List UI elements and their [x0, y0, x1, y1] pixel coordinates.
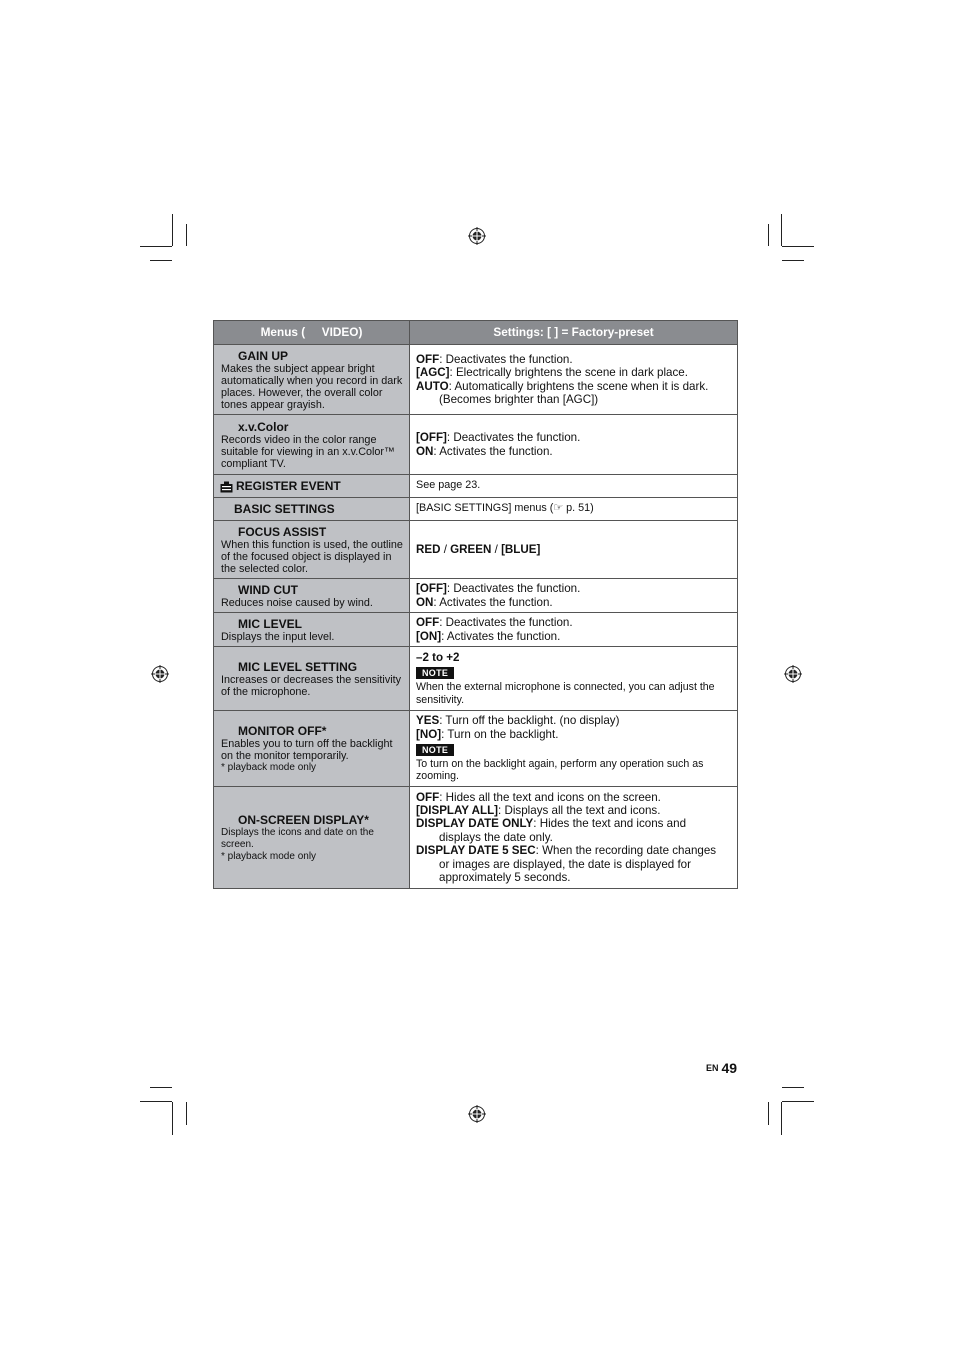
table-row: [214, 711, 738, 787]
menu-item-name: ON-SCREEN DISPLAY*: [238, 812, 369, 827]
option-key: [NO]: [416, 727, 442, 741]
setting-option: [416, 380, 731, 407]
menu-item-name: x.v.Color: [238, 419, 289, 434]
option-text: : Turn on the backlight.: [441, 727, 559, 741]
menu-item-desc: Makes the subject appear bright automatically when you record in dark places. However, the overall color tones appear grayish.: [221, 362, 403, 411]
crop-mark: [172, 214, 173, 246]
option-key: DISPLAY DATE 5 SEC: [416, 844, 536, 858]
table-row: [214, 787, 738, 889]
table-row: [214, 345, 738, 415]
menu-item-name: REGISTER EVENT: [236, 478, 341, 493]
menu-item-name: MONITOR OFF*: [238, 723, 327, 738]
menu-item-desc: When this function is used, the outline of the focused object is displayed in the selected color.: [221, 538, 403, 575]
option-key: RED: [416, 542, 441, 556]
option-key: [BLUE]: [501, 542, 541, 556]
menu-item-name: WIND CUT: [238, 582, 298, 597]
crop-mark: [150, 1087, 172, 1088]
setting-option: [416, 817, 731, 844]
note-badge: NOTE: [416, 744, 454, 756]
crop-mark: [781, 1102, 782, 1135]
menu-item-name: MIC LEVEL: [238, 616, 303, 631]
table-row: [214, 613, 738, 647]
setting-option: [416, 728, 731, 741]
option-text-cont: (Becomes brighter than [AGC]): [439, 392, 599, 406]
setting-option: [416, 714, 731, 727]
registration-mark-icon: [151, 665, 169, 683]
option-key: [AGC]: [416, 366, 450, 380]
option-key: [ON]: [416, 629, 442, 643]
menu-cell: [214, 475, 410, 498]
crop-mark: [782, 1087, 804, 1088]
table-row: [214, 475, 738, 498]
option-text-cont: displays the date only.: [439, 830, 553, 844]
option-key: ON: [416, 444, 434, 458]
option-key: ON: [416, 595, 434, 609]
table-row: [214, 647, 738, 711]
menu-cell: [214, 613, 410, 647]
option-text: : When the recording date changes: [535, 844, 717, 858]
menu-item-desc: Increases or decreases the sensitivity of the microphone.: [221, 673, 402, 698]
setting-option: [416, 844, 731, 884]
crop-mark: [140, 246, 172, 247]
setting-cell: See page 23.: [410, 475, 738, 498]
option-text: : Deactivates the function.: [446, 582, 581, 596]
setting-option: [416, 353, 731, 366]
page-number: [706, 1059, 737, 1077]
setting-option: [416, 582, 731, 595]
option-text: : Hides all the text and icons on the screen.: [439, 790, 661, 804]
option-text: : Deactivates the function.: [439, 616, 573, 630]
option-text: : Activates the function.: [441, 629, 561, 643]
option-text: : Activates the function.: [433, 444, 553, 458]
menu-item-name: FOCUS ASSIST: [238, 524, 327, 539]
option-separator: /: [440, 542, 451, 556]
menus-column-header: [214, 321, 410, 345]
crop-mark: [782, 1101, 814, 1102]
crop-mark: [782, 246, 814, 247]
crop-mark: [186, 224, 187, 246]
setting-cell: [410, 579, 738, 613]
setting-cell: [BASIC SETTINGS] menus (☞ p. 51): [410, 498, 738, 521]
option-text: : Activates the function.: [433, 595, 553, 609]
crop-mark: [782, 260, 804, 261]
option-separator: /: [491, 542, 502, 556]
setting-cell: [410, 647, 738, 711]
crop-mark: [186, 1102, 187, 1125]
menu-cell: [214, 498, 410, 521]
setting-option: [416, 616, 731, 629]
menu-cell: [214, 787, 410, 889]
option-key: YES: [416, 714, 440, 728]
registration-mark-icon: [468, 1105, 486, 1123]
menu-item-footnote: * playback mode only: [221, 850, 317, 862]
option-key: GREEN: [450, 542, 492, 556]
settings-column-header: Settings: [ ] = Factory-preset: [410, 321, 738, 345]
setting-option: [416, 804, 731, 817]
setting-cell: [410, 787, 738, 889]
option-text: : Hides the text and icons and: [533, 817, 687, 831]
menus-header-suffix: VIDEO): [321, 324, 363, 339]
option-key: [OFF]: [416, 431, 447, 445]
table-header-row: [214, 321, 738, 345]
option-text: : Electrically brightens the scene in dark place.: [449, 366, 688, 380]
setting-option: [416, 431, 731, 444]
menu-item-name: GAIN UP: [238, 348, 289, 363]
setting-cell: [410, 345, 738, 415]
option-text: : Displays all the text and icons.: [498, 803, 661, 817]
menu-item-desc: Displays the input level.: [221, 630, 335, 643]
option-key: OFF: [416, 616, 440, 630]
option-key: AUTO: [416, 379, 449, 393]
note-text: To turn on the backlight again, perform any operation such as zooming.: [416, 757, 704, 783]
page-number-value: 49: [721, 1059, 738, 1076]
menu-item-desc: Records video in the color range suitable for viewing in an x.v.Color™ compliant TV.: [221, 433, 395, 470]
registration-mark-icon: [784, 665, 802, 683]
option-key: DISPLAY DATE ONLY: [416, 817, 534, 831]
table-row: [214, 579, 738, 613]
menu-cell: [214, 647, 410, 711]
menu-cell: [214, 345, 410, 415]
menu-cell: [214, 579, 410, 613]
menus-header-label: Menus (: [260, 324, 306, 339]
option-text: : Deactivates the function.: [446, 431, 581, 445]
crop-mark: [781, 214, 782, 246]
option-key: OFF: [416, 790, 440, 804]
menu-item-name: BASIC SETTINGS: [234, 502, 335, 516]
crop-mark: [140, 1101, 172, 1102]
menu-item-desc: Enables you to turn off the backlight on the monitor temporarily.: [221, 737, 393, 762]
table-row: [214, 415, 738, 475]
option-key: [OFF]: [416, 582, 447, 596]
event-icon: [220, 481, 233, 493]
setting-cell: [410, 711, 738, 787]
crop-mark: [172, 1102, 173, 1135]
menu-cell: [214, 711, 410, 787]
menu-item-desc: Reduces noise caused by wind.: [221, 596, 373, 609]
table-row: [214, 521, 738, 579]
menu-cell: [214, 415, 410, 475]
setting-range: –2 to +2: [416, 650, 460, 664]
note-badge: NOTE: [416, 667, 454, 679]
setting-cell: [410, 521, 738, 579]
menu-settings-table: [213, 320, 738, 889]
menu-item-desc: Displays the icons and date on the screen.: [221, 826, 374, 850]
setting-option: [416, 596, 731, 609]
option-text: : Turn off the backlight. (no display): [439, 714, 620, 728]
option-text-cont: or images are displayed, the date is displayed for approximately 5 seconds.: [439, 857, 691, 885]
menu-cell: [214, 521, 410, 579]
note-text: When the external microphone is connected, you can adjust the sensitivity.: [416, 681, 715, 706]
setting-option: [416, 445, 731, 458]
language-label: EN: [706, 1062, 719, 1073]
setting-option: [416, 366, 731, 379]
crop-mark: [150, 260, 172, 261]
crop-mark: [768, 1102, 769, 1125]
menu-item-name: MIC LEVEL SETTING: [238, 659, 358, 674]
crop-mark: [768, 224, 769, 246]
option-text: : Automatically brightens the scene when it is dark.: [448, 379, 709, 393]
setting-cell: [410, 613, 738, 647]
menu-item-footnote: * playback mode only: [221, 761, 317, 773]
option-key: [DISPLAY ALL]: [416, 803, 499, 817]
setting-option: [416, 791, 731, 804]
setting-cell: [410, 415, 738, 475]
table-row: [214, 498, 738, 521]
option-text: : Deactivates the function.: [439, 352, 573, 366]
option-key: OFF: [416, 352, 440, 366]
setting-option: [416, 630, 731, 643]
registration-mark-icon: [468, 227, 486, 245]
